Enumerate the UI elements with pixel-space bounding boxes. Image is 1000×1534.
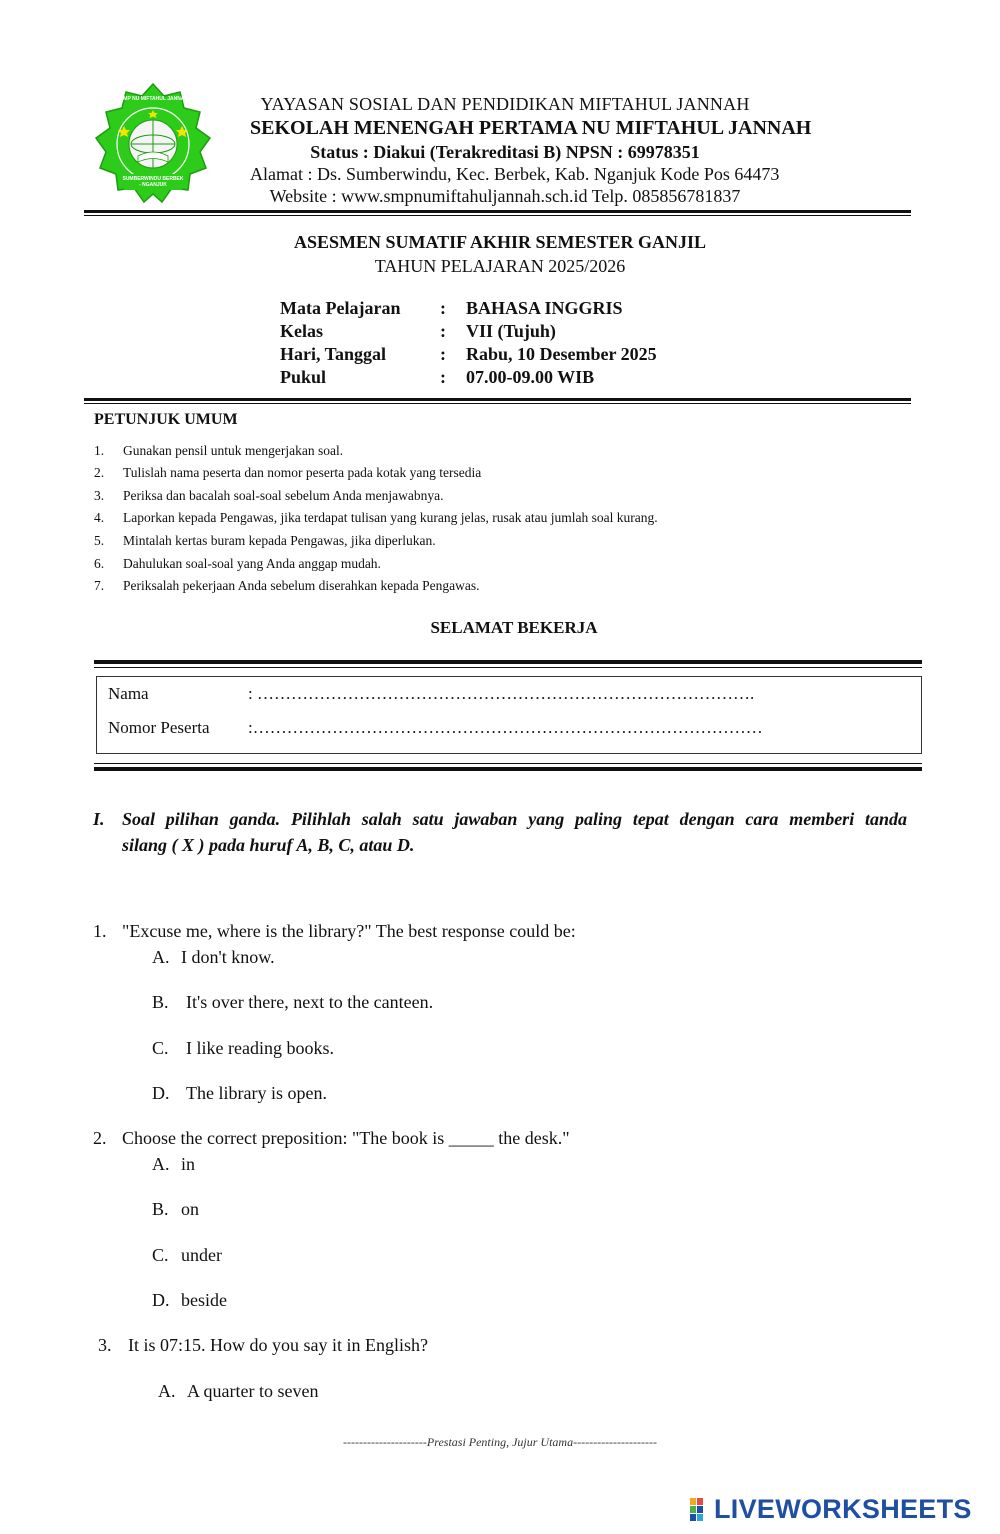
section-number: I. <box>93 809 105 829</box>
option-text: under <box>181 1245 222 1265</box>
instruction-text: Tulislah nama peserta dan nomor peserta pada kotak yang tersedia <box>123 465 482 480</box>
option-text: I don't know. <box>181 947 275 967</box>
logo-text-bottom: SUMBERWINDU BERBEK - NGANJUK <box>122 176 184 188</box>
instruction-number: 3. <box>94 488 105 503</box>
option-text: beside <box>181 1290 227 1310</box>
info-colon: : <box>440 344 446 364</box>
info-value: BAHASA INGGRIS <box>466 298 623 318</box>
option-text: The library is open. <box>186 1083 327 1103</box>
info-value: VII (Tujuh) <box>466 321 556 341</box>
identity-top-rule <box>94 660 922 664</box>
question-text: It is 07:15. How do you say it in English? <box>128 1335 428 1355</box>
instruction-number: 6. <box>94 556 105 571</box>
option-letter[interactable]: B. <box>152 1199 169 1219</box>
liveworksheets-icon <box>690 1498 712 1522</box>
option-text: in <box>181 1154 196 1174</box>
info-label: Hari, Tanggal <box>280 344 387 364</box>
info-divider-thin <box>84 403 911 404</box>
school-status: Status : Diakui (Terakreditasi B) NPSN : 69978351 <box>310 142 700 162</box>
question-text: "Excuse me, where is the library?" The best response could be: <box>122 921 576 941</box>
participant-number-label: Nomor Peserta <box>108 718 210 737</box>
info-colon: : <box>440 321 446 341</box>
question-number: 1. <box>93 921 107 941</box>
instruction-number: 5. <box>94 533 105 548</box>
logo-text-top: SMP NU MIFTAHUL JANNAH <box>119 96 189 102</box>
info-divider <box>84 398 911 401</box>
instruction-text: Mintalah kertas buram kepada Pengawas, jika diperlukan. <box>123 533 436 548</box>
option-text: I like reading books. <box>186 1038 334 1058</box>
identity-bottom-rule-thin <box>94 763 922 764</box>
instruction-text: Periksalah pekerjaan Anda sebelum diserahkan kepada Pengawas. <box>123 578 480 593</box>
exam-year: TAHUN PELAJARAN 2025/2026 <box>374 256 626 276</box>
instruction-text: Periksa dan bacalah soal-soal sebelum Anda menjawabnya. <box>123 488 444 503</box>
info-colon: : <box>440 298 446 318</box>
instruction-text: Gunakan pensil untuk mengerjakan soal. <box>123 443 344 458</box>
info-label: Pukul <box>280 367 327 387</box>
instructions-heading: PETUNJUK UMUM <box>94 411 238 428</box>
question-number: 3. <box>98 1335 112 1355</box>
section-instruction-line2: silang ( X ) pada huruf A, B, C, atau D. <box>122 835 415 855</box>
instruction-number: 7. <box>94 578 105 593</box>
name-blank[interactable]: : ……………………………………………………………………………. <box>248 684 755 703</box>
header-divider <box>84 210 911 213</box>
info-value: Rabu, 10 Desember 2025 <box>466 344 657 364</box>
option-text: A quarter to seven <box>187 1381 319 1401</box>
identity-bottom-rule <box>94 767 922 771</box>
header-divider-thin <box>84 215 911 216</box>
brand-name: LIVEWORKSHEETS <box>714 1494 972 1524</box>
instruction-number: 4. <box>94 510 105 525</box>
option-letter[interactable]: D. <box>152 1083 170 1103</box>
instruction-text: Dahulukan soal-soal yang Anda anggap mudah. <box>123 556 381 571</box>
info-label: Mata Pelajaran <box>280 298 401 318</box>
footer-motto: ---------------------Prestasi Penting, Jujur Utama--------------------- <box>342 1435 658 1449</box>
school-website: Website : www.smpnumiftahuljannah.sch.id Telp. 085856781837 <box>269 186 741 206</box>
instruction-number: 1. <box>94 443 105 458</box>
option-letter[interactable]: D. <box>152 1290 170 1310</box>
section-instruction-line1: Soal pilihan ganda. Pilihlah salah satu jawaban yang paling tepat dengan cara memberi tanda <box>122 809 907 829</box>
option-letter[interactable]: A. <box>158 1381 176 1401</box>
school-name: SEKOLAH MENENGAH PERTAMA NU MIFTAHUL JANNAH <box>250 117 812 139</box>
instruction-text: Laporkan kepada Pengawas, jika terdapat tulisan yang kurang jelas, rusak atau jumlah soal kurang. <box>123 510 658 525</box>
liveworksheets-brand[interactable] <box>690 1494 990 1526</box>
exam-title: ASESMEN SUMATIF AKHIR SEMESTER GANJIL <box>293 232 707 252</box>
option-text: on <box>181 1199 199 1219</box>
name-label: Nama <box>108 684 149 703</box>
closing-greeting: SELAMAT BEKERJA <box>430 618 598 637</box>
info-label: Kelas <box>280 321 323 341</box>
option-letter[interactable]: C. <box>152 1038 169 1058</box>
identity-top-rule-thin <box>94 667 922 668</box>
info-colon: : <box>440 367 446 387</box>
instruction-number: 2. <box>94 465 105 480</box>
info-value: 07.00-09.00 WIB <box>466 367 595 387</box>
school-address: Alamat : Ds. Sumberwindu, Kec. Berbek, Kab. Nganjuk Kode Pos 64473 <box>250 164 780 184</box>
foundation-name: YAYASAN SOSIAL DAN PENDIDIKAN MIFTAHUL JANNAH <box>260 94 750 114</box>
question-text: Choose the correct preposition: "The book is _____ the desk." <box>122 1128 570 1148</box>
question-number: 2. <box>93 1128 107 1148</box>
option-letter[interactable]: C. <box>152 1245 169 1265</box>
option-text: It's over there, next to the canteen. <box>186 992 434 1012</box>
option-letter[interactable]: B. <box>152 992 169 1012</box>
option-letter[interactable]: A. <box>152 947 170 967</box>
participant-number-blank[interactable]: :……………………………………………………………………………… <box>248 718 763 737</box>
option-letter[interactable]: A. <box>152 1154 170 1174</box>
